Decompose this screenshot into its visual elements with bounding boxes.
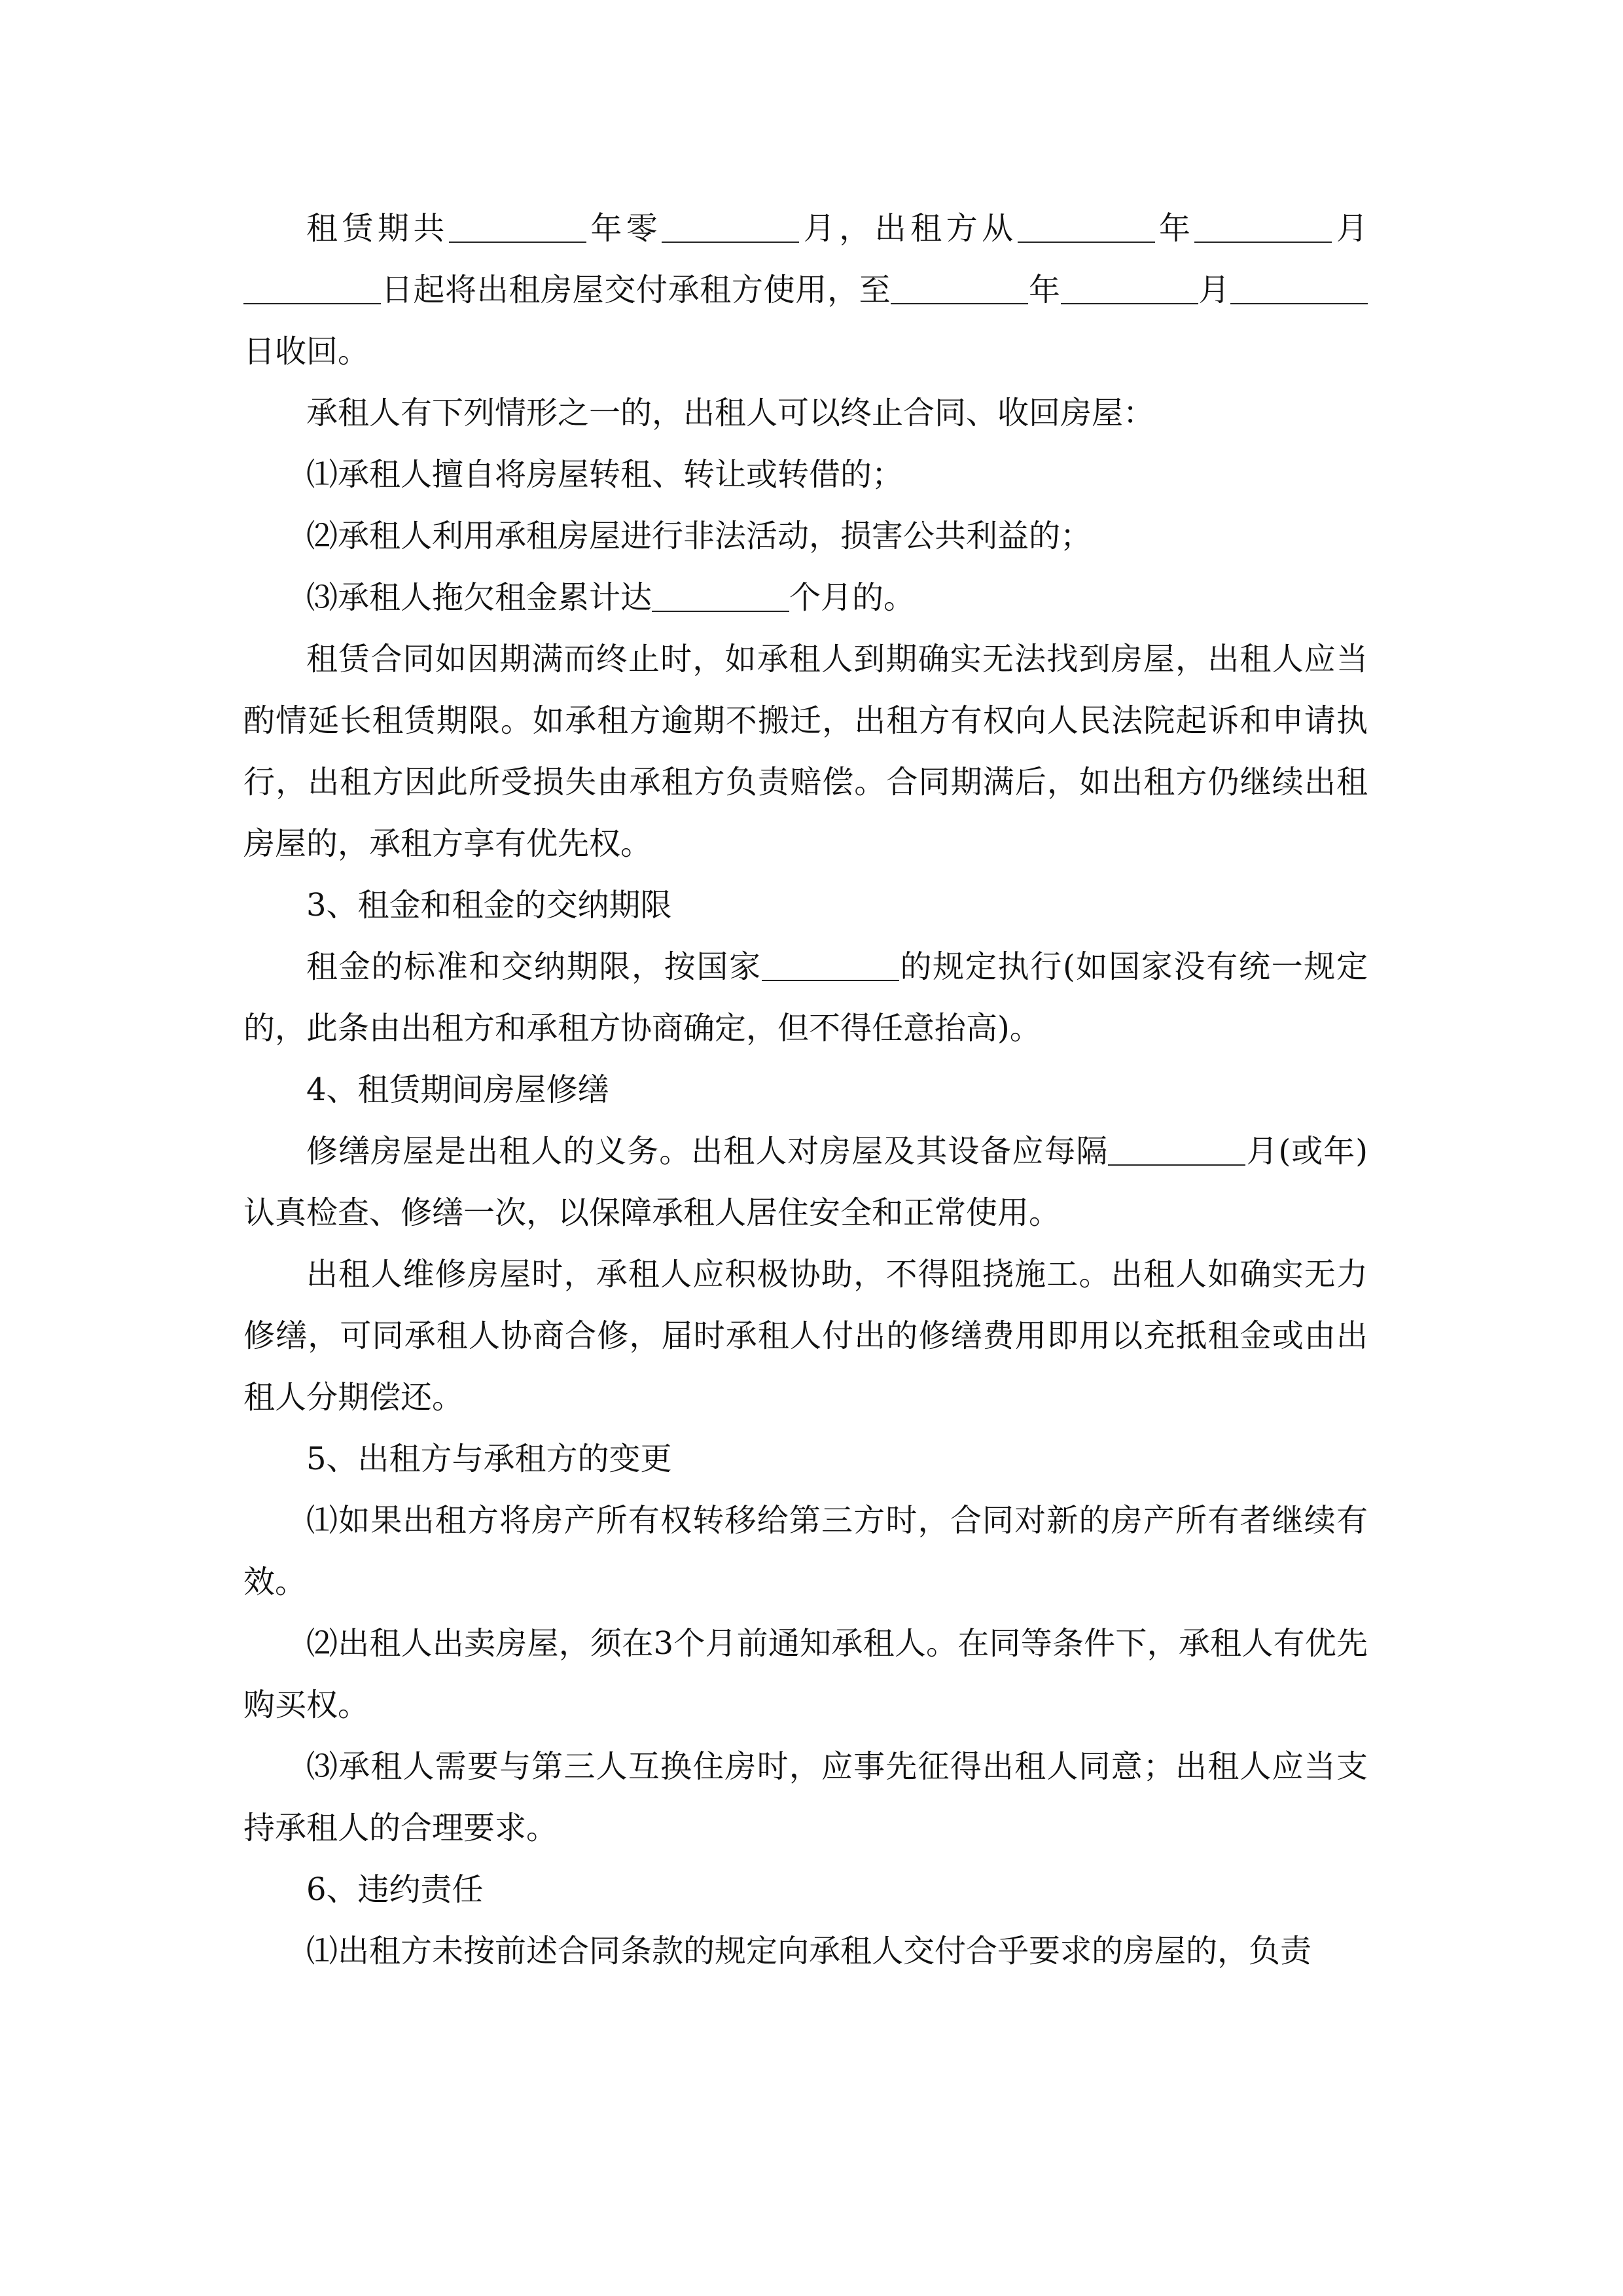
start-month-blank xyxy=(1194,211,1332,243)
lease-term-text-9: 日收回。 xyxy=(243,333,370,370)
lease-term-text-3: 月，出租方从 xyxy=(799,210,1018,247)
repair-duty-text-2: 月(或年)认真检查、修缮一次，以保障承租人居住安全和正常使用。 xyxy=(243,1133,1368,1231)
lease-term-text-6: 日起将出租房屋交付承租方使用，至 xyxy=(381,272,891,308)
lease-term-paragraph xyxy=(243,198,1368,382)
change-item-1: ⑴如果出租方将房产所有权转移给第三方时，合同对新的房产所有者继续有效。 xyxy=(243,1502,1368,1600)
lease-term-text-4: 年 xyxy=(1154,210,1195,247)
inspection-interval-blank xyxy=(1108,1134,1245,1166)
termination-intro-paragraph: 承租人有下列情形之一的，出租人可以终止合同、收回房屋： xyxy=(306,395,1155,431)
end-day-blank xyxy=(1230,273,1368,304)
lease-term-text-2: 年零 xyxy=(586,210,662,247)
lease-months-blank xyxy=(662,211,799,243)
lease-term-text-7: 年 xyxy=(1028,272,1061,308)
rent-standard-text-2: 的规定执行(如国家没有统一规定的，此条由出租方和承租方协商确定，但不得任意抬高)。 xyxy=(243,948,1368,1047)
termination-item-3-text-1: ⑶承租人拖欠租金累计达 xyxy=(306,579,652,616)
section-heading-5: 5、出租方与承租方的变更 xyxy=(306,1441,672,1477)
end-month-blank xyxy=(1061,273,1198,304)
arrears-months-blank xyxy=(652,581,789,612)
rent-standard-paragraph xyxy=(243,936,1368,1059)
repair-duty-paragraph xyxy=(243,1121,1368,1244)
regulation-blank xyxy=(762,950,899,981)
section-heading-4: 4、租赁期间房屋修缮 xyxy=(306,1071,609,1108)
change-item-3: ⑶承租人需要与第三人互换住房时，应事先征得出租人同意；出租人应当支持承租人的合理要求。 xyxy=(243,1748,1368,1846)
section-heading-3: 3、租金和租金的交纳期限 xyxy=(306,887,672,924)
start-year-blank xyxy=(1018,211,1155,243)
termination-item-2: ⑵承租人利用承租房屋进行非法活动，损害公共利益的； xyxy=(306,518,1092,554)
termination-item-3 xyxy=(243,567,1368,628)
expiry-paragraph: 租赁合同如因期满而终止时，如承租人到期确实无法找到房屋，出租人应当酌情延长租赁期限。如承租方逾期不搬迁，出租方有权向人民法院起诉和申请执行，出租方因此所受损失由承租方负责赔偿。合同期满后，如出租方仍继续出租房屋的，承租方享有优先权。 xyxy=(243,641,1368,862)
lease-years-blank xyxy=(449,211,586,243)
repair-duty-text-1: 修缮房屋是出租人的义务。出租人对房屋及其设备应每隔 xyxy=(306,1133,1109,1170)
document-body xyxy=(243,198,1368,1982)
lease-term-text-1: 租赁期共 xyxy=(306,210,449,247)
end-year-blank xyxy=(891,273,1028,304)
repair-cooperation-paragraph: 出租人维修房屋时，承租人应积极协助，不得阻挠施工。出租人如确实无力修缮，可同承租人协商合修，届时承租人付出的修缮费用即用以充抵租金或由出租人分期偿还。 xyxy=(243,1256,1368,1416)
lease-term-text-8: 月 xyxy=(1198,272,1230,308)
start-day-blank xyxy=(243,273,381,304)
rent-standard-text-1: 租金的标准和交纳期限，按国家 xyxy=(306,948,762,985)
termination-item-3-text-2: 个月的。 xyxy=(789,579,916,616)
breach-item-1: ⑴出租方未按前述合同条款的规定向承租人交付合乎要求的房屋的，负责 xyxy=(306,1933,1312,1969)
termination-item-1: ⑴承租人擅自将房屋转租、转让或转借的； xyxy=(306,456,904,493)
change-item-2: ⑵出租人出卖房屋，须在3个月前通知承租人。在同等条件下，承租人有优先购买权。 xyxy=(243,1625,1368,1723)
lease-term-text-5: 月 xyxy=(1332,210,1368,247)
section-heading-6: 6、违约责任 xyxy=(306,1871,484,1908)
